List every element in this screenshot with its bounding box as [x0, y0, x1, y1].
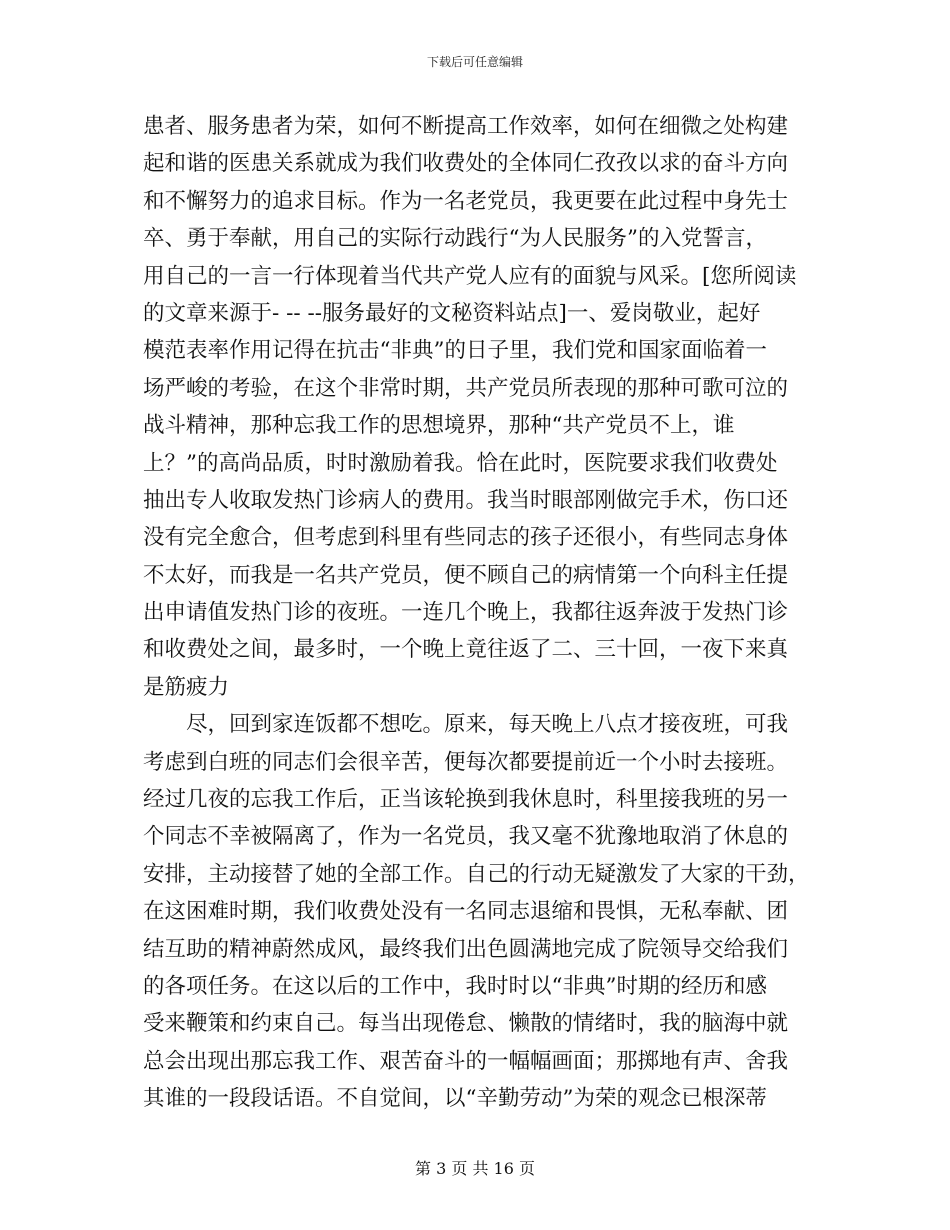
text-line: 的文章来源于- -- --服务最好的文秘资料站点]一、爱岗敬业，起好 [143, 300, 761, 326]
text-line: 战斗精神，那种忘我工作的思想境界，那种“共产党员不上，谁 [143, 413, 735, 439]
text-line: 考虑到白班的同志们会很辛苦，便每次都要提前近一个小时去接班。 [143, 749, 789, 775]
text-line: 场严峻的考验，在这个非常时期，共产党员所表现的那种可歌可泣的 [143, 375, 789, 401]
text-line: 出申请值发热门诊的夜班。一连几个晚上，我都往返奔波于发热门诊 [143, 600, 789, 626]
text-line: 安排，主动接替了她的全部工作。自己的行动无疑激发了大家的干劲， [143, 861, 810, 887]
text-line: 是筋疲力 [143, 674, 230, 700]
text-line: 患者、服务患者为荣，如何不断提高工作效率，如何在细微之处构建 [143, 114, 789, 139]
text-line: 在这困难时期，我们收费处没有一名同志退缩和畏惧，无私奉献、团 [143, 899, 789, 925]
body-text [143, 108, 815, 1118]
page-header: 下载后可任意编辑 [426, 55, 523, 69]
text-line: 总会出现出那忘我工作、艰苦奋斗的一幅幅画面；那掷地有声、舍我 [143, 1048, 789, 1074]
text-line: 个同志不幸被隔离了，作为一名党员，我又毫不犹豫地取消了休息的 [143, 824, 789, 850]
text-line: 和收费处之间，最多时，一个晚上竟往返了二、三十回，一夜下来真 [143, 637, 789, 663]
text-line: 上？”的高尚品质，时时激励着我。恰在此时，医院要求我们收费处 [143, 450, 778, 476]
text-line: 起和谐的医患关系就成为我们收费处的全体同仁孜孜以求的奋斗方向 [143, 151, 789, 177]
text-line: 抽出专人收取发热门诊病人的费用。我当时眼部刚做完手术，伤口还 [143, 487, 789, 513]
text-line: 卒、勇于奉献，用自己的实际行动践行“为人民服务”的入党誓言， [143, 226, 767, 252]
text-line: 的各项任务。在这以后的工作中，我时时以“非典”时期的经历和感 [143, 973, 767, 999]
text-line: 没有完全愈合，但考虑到科里有些同志的孩子还很小，有些同志身体 [143, 525, 789, 551]
text-line: 受来鞭策和约束自己。每当出现倦怠、懒散的情绪时，我的脑海中就 [143, 1011, 789, 1037]
text-line: 模范表率作用记得在抗击“非典”的日子里，我们党和国家面临着一 [143, 338, 767, 364]
text-line: 用自己的一言一行体现着当代共产党人应有的面貌与风采。[您所阅读 [143, 263, 797, 289]
text-line: 不太好，而我是一名共产党员，便不顾自己的病情第一个向科主任提 [143, 562, 789, 588]
text-line: 和不懈努力的追求目标。作为一名老党员，我更要在此过程中身先士 [143, 188, 789, 214]
text-line: 经过几夜的忘我工作后，正当该轮换到我休息时，科里接我班的另一 [143, 787, 789, 813]
text-line: 其谁的一段段话语。不自觉间，以“辛勤劳动”为荣的观念已根深蒂 [143, 1086, 767, 1112]
text-line: 结互助的精神蔚然成风，最终我们出色圆满地完成了院领导交给我们 [143, 936, 789, 962]
text-line: 尽，回到家连饭都不想吃。原来，每天晚上八点才接夜班，可我 [186, 712, 789, 738]
page-footer: 第 3 页 共 16 页 [415, 1159, 535, 1178]
